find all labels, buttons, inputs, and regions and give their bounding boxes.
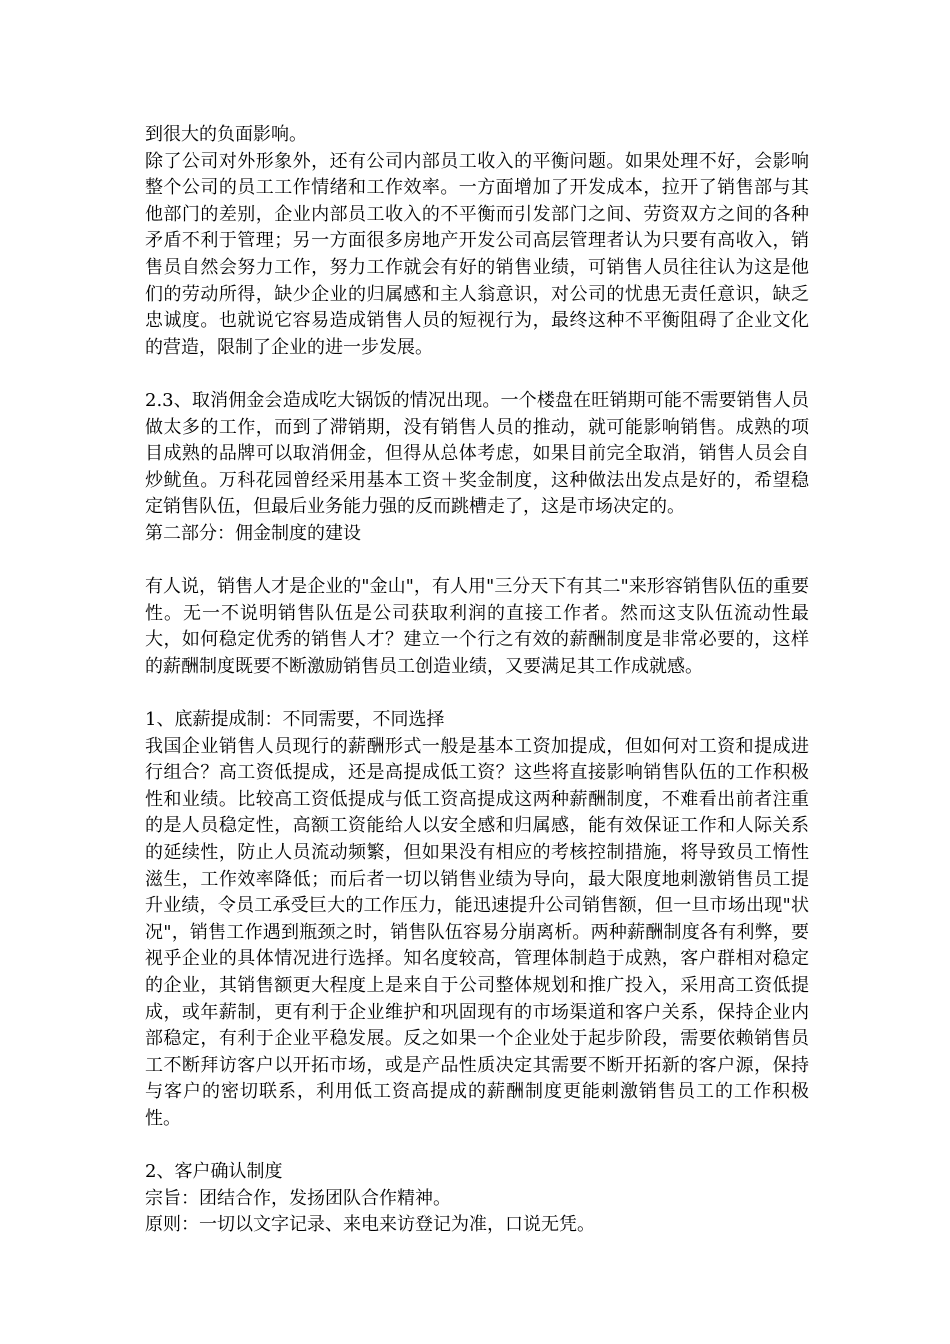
part-two-heading: 第二部分：佣金制度的建设: [145, 522, 361, 544]
purpose-line: 宗旨：团结合作，发扬团队合作精神。: [145, 1187, 451, 1209]
paragraph-spacer: [145, 361, 809, 388]
section-1-heading: 1、底薪提成制：不同需要，不同选择: [145, 709, 445, 731]
paragraph-income-balance: 除了公司对外形象外，还有公司内部员工收入的平衡问题。如果处理不好，会影响整个公司的员工工作情绪和工作效率。一方面增加了开发成本，拉开了销售部与其他部门的差别，企业内部员工收入的不平衡而引发部门之间、劳资双方之间的各种矛盾不利于管理；另一方面很多房地产开发公司高层管理者认为只要有高收入，销售员自然会努力工作，努力工作就会有好的销售业绩，可销售人员往往认为这是他们的劳动所得，缺少企业的归属感和主人翁意识，对公司的忧患无责任意识，缺乏忠诚度。也就说它容易造成销售人员的短视行为，最终这种不平衡阻碍了企业文化的营造，限制了企业的进一步发展。: [145, 150, 809, 358]
paragraph-section-2-3: 2.3、取消佣金会造成吃大锅饭的情况出现。一个楼盘在旺销期可能不需要销售人员做太多的工作，而到了滞销期，没有销售人员的推动，就可能影响销售。成熟的项目成熟的品牌可以取消佣金，但得从总体考虑，如果目前完全取消，销售人员会自炒鱿鱼。万科花园曾经采用基本工资＋奖金制度，这种做法出发点是好的，希望稳定销售队伍，但最后业务能力强的反而跳槽走了，这是市场决定的。: [145, 389, 809, 518]
paragraph-spacer: [145, 1133, 809, 1160]
section-2-heading: 2、客户确认制度: [145, 1161, 283, 1183]
document-page: [145, 122, 809, 1239]
paragraph-base-salary-commission: 我国企业销售人员现行的薪酬形式一般是基本工资加提成，但如何对工资和提成进行组合？高工资低提成，还是高提成低工资？这些将直接影响销售队伍的工作积极性和业绩。比较高工资低提成与低工资高提成这两种薪酬制度，不难看出前者注重的是人员稳定性，高额工资能给人以安全感和归属感，能有效保证工作和人际关系的延续性，防止人员流动频繁，但如果没有相应的考核控制措施，将导致员工惰性滋生，工作效率降低；而后者一切以销售业绩为导向，最大限度地刺激销售员工提升业绩，令员工承受巨大的工作压力，能迅速提升公司销售额，但一旦市场出现"状况"，销售工作遇到瓶颈之时，销售队伍容易分崩离析。两种薪酬制度各有利弊，要视乎企业的具体情况进行选择。知名度较高，管理体制趋于成熟，客户群相对稳定的企业，其销售额更大程度上是来自于公司整体规划和推广投入，采用高工资低提成，或年薪制，更有利于企业维护和巩固现有的市场渠道和客户关系，保持企业内部稳定，有利于企业平稳发展。反之如果一个企业处于起步阶段，需要依赖销售员工不断拜访客户以开拓市场，或是产品性质决定其需要不断开拓新的客户源，保持与客户的密切联系，利用低工资高提成的薪酬制度更能刺激销售员工的工作积极性。: [145, 735, 809, 1129]
paragraph-negative-impact-end: 到很大的负面影响。: [145, 124, 307, 145]
principle-line: 原则：一切以文字记录、来电来访登记为准，口说无凭。: [145, 1214, 595, 1236]
paragraph-sales-talent: 有人说，销售人才是企业的"金山"，有人用"三分天下有其二"来形容销售队伍的重要性。无一不说明销售队伍是公司获取利润的直接工作者。然而这支队伍流动性最大，如何稳定优秀的销售人才？建立一个行之有效的薪酬制度是非常必要的，这样的薪酬制度既要不断激励销售员工创造业绩，又要满足其工作成就感。: [145, 576, 809, 677]
paragraph-spacer: [145, 680, 809, 707]
paragraph-spacer: [145, 548, 809, 575]
